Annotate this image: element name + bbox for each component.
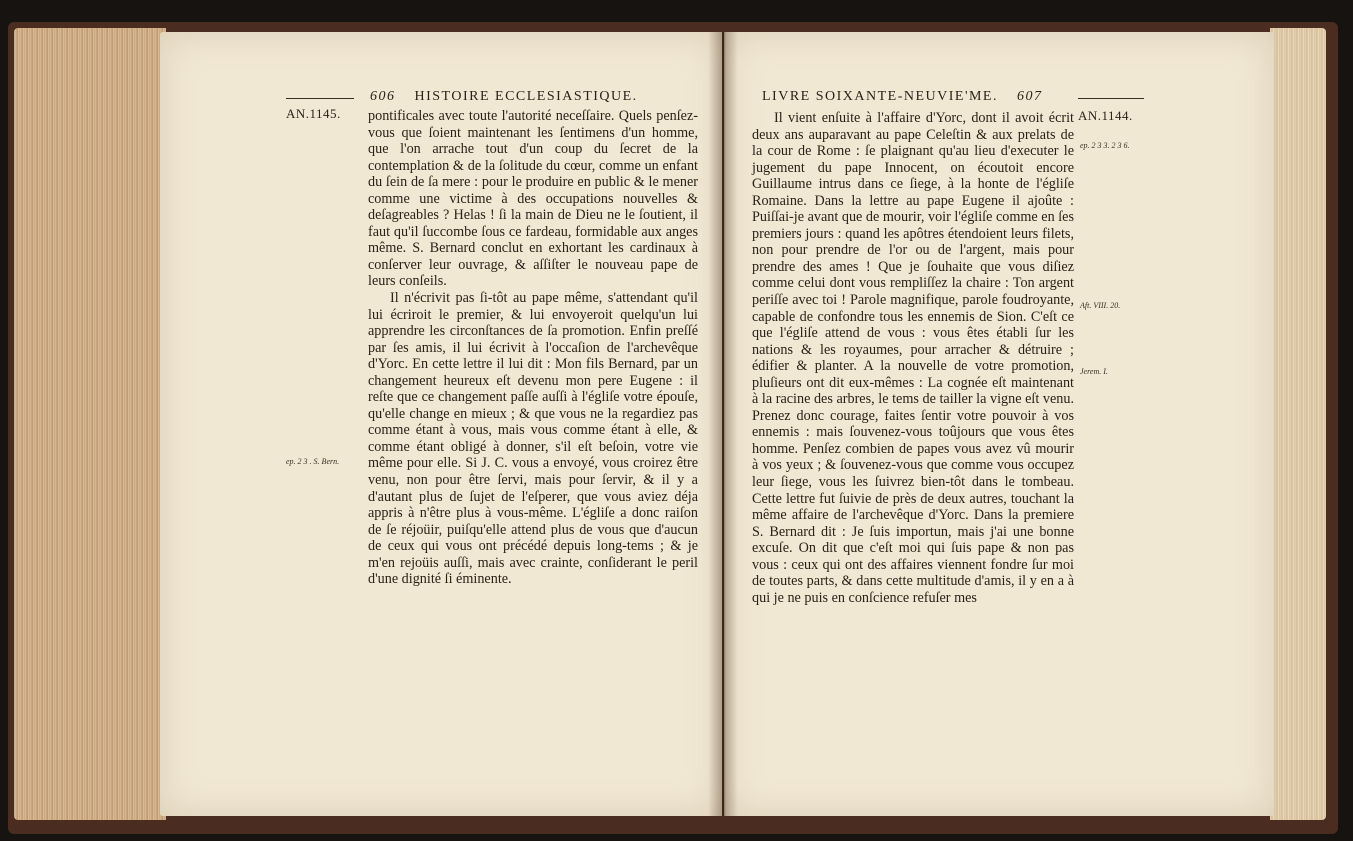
right-margin-note: Aft. VIII. 20. <box>1080 301 1121 310</box>
left-paragraph: Il n'écrivit pas ſi-tôt au pape même, s'attendant qu'il lui écriroit le premier, & lui envoyeroit quelqu'un lui apprendre les circonſtances de ſa promotion. Enfin preſſé par ſes amis, il lui écrivit à l'occaſion de l'archevêque d'Yorc. En cette lettre il lui dit : Mon fils Bernard, par un changement heureux eſt devenu mon pere Eugene : il reſte que ce changement paſſe auſſi à l'égliſe votre épouſe, qu'elle change en mieux ; & que vous ne la regardiez pas comme étant à vous, mais vous comme étant à elle, & comme étant obligé à donner, s'il eſt beſoin, votre vie même pour elle. Si J. C. vous a envoyé, vous croirez être venu, non pour être ſervi, mais pour ſervir, & il y a d'autant plus de ſujet de l'eſperer, que vous aviez déja appris à n'être plus à vous-même. L'égliſe a donc raiſon de ſe réjoüir, puiſqu'elle attend plus de vous que d'aucun de ceux qui vous ont précédé depuis long-tems ; & je m'en rejoüis auſſi, mais avec crainte, conſiderant le peril d'une dignité ſi éminente. <box>368 290 698 588</box>
right-margin-note: Jerem. I. <box>1080 367 1108 376</box>
right-running-title: LIVRE SOIXANTE-NEUVIE'ME. <box>762 89 998 104</box>
left-running-title: HISTOIRE ECCLESIASTIQUE. <box>414 89 638 104</box>
right-body-text <box>752 110 1074 606</box>
right-paragraph: Il vient enſuite à l'affaire d'Yorc, dont il avoit écrit deux ans auparavant au pape Celeſtin & aux prelats de la cour de Rome : ſe plaignant qu'au lieu d'executer le jugement du pape Innocent, on écoutoit encore Guillaume intrus dans ce ſiege, à la honte de l'égliſe Romaine. Dans la lettre au pape Eugene il ajoûte : Puiſſai-je avant que de mourir, voir l'égliſe comme en ſes premiers jours : quand les apôtres étendoient leurs filets, non pour prendre de l'or ou de l'argent, mais pour prendre des ames ! Que je ſouhaite que vous diſiez comme celui dont vous rempliſſez la chaire : Ton argent periſſe avec toi ! Parole magnifique, parole foudroyante, capable de confondre tous les ennemis de Sion. C'eſt ce que l'égliſe attend de vous : vous êtes établi ſur les nations & les royaumes, pour arracher & détruire ; édifier & planter. A la nouvelle de votre promotion, pluſieurs ont dit eux-mêmes : La cognée eſt maintenant à la racine des arbres, le tems de tailler la vigne eſt venu. Prenez donc courage, faites ſentir votre pouvoir à vos ennemis : mais ſouvenez-vous toûjours que vous êtes homme. Penſez combien de papes vous avez vû mourir à vos yeux ; & ſouvenez-vous que comme vous occupez leur ſiege, vous les ſuivrez bien-tôt dans le tombeau. Cette lettre fut ſuivie de près de deux autres, touchant la même affaire de l'archevêque d'Yorc. Dans la premiere S. Bernard dit : Je ſuis importun, mais j'ai une bonne excuſe. On dit que c'eſt moi qui ſuis pape & non pas vous : ceux qui ont des affaires viennent fondre ſur moi de toutes parts, & dans cette multitude d'amis, il y en a à qui je ne puis en conſcience refuſer mes <box>752 110 1074 606</box>
left-paragraph: pontificales avec toute l'autorité neceſſaire. Quels penſez-vous que ſoient maintenant les ſentimens d'un homme, que l'on arrache tout d'un coup du ſecret de la contemplation & de la ſolitude du cœur, comme un enfant du ſein de ſa mere : pour le produire en public & le mener comme une victime à des occupations nouvelles & deſagreables ? Helas ! ſi la main de Dieu ne le ſoutient, il faut qu'il ſuccombe ſous ce fardeau, formidable aux anges même. S. Bernard conclut en exhortant les cardinaux à conſerver leur ouvrage, & aſſiſter le nouveau pape de leurs conſeils. <box>368 108 698 290</box>
left-year: AN.1145. <box>286 106 341 121</box>
book-gutter <box>708 32 738 816</box>
left-body-text <box>368 108 698 588</box>
page-edges-right <box>1270 28 1326 820</box>
left-header-rule <box>286 98 354 99</box>
right-year: AN.1144. <box>1078 108 1133 123</box>
right-page-number: 607 <box>1017 89 1043 104</box>
right-header <box>762 89 1043 105</box>
left-margin-note: ep. 2 3 . S. Bern. <box>286 457 340 466</box>
right-margin-note: ep. 2 3 3. 2 3 6. <box>1080 141 1130 150</box>
left-header <box>370 89 638 105</box>
page-edges-left <box>14 28 166 820</box>
right-header-rule <box>1078 98 1144 99</box>
left-page-number: 606 <box>370 89 396 104</box>
